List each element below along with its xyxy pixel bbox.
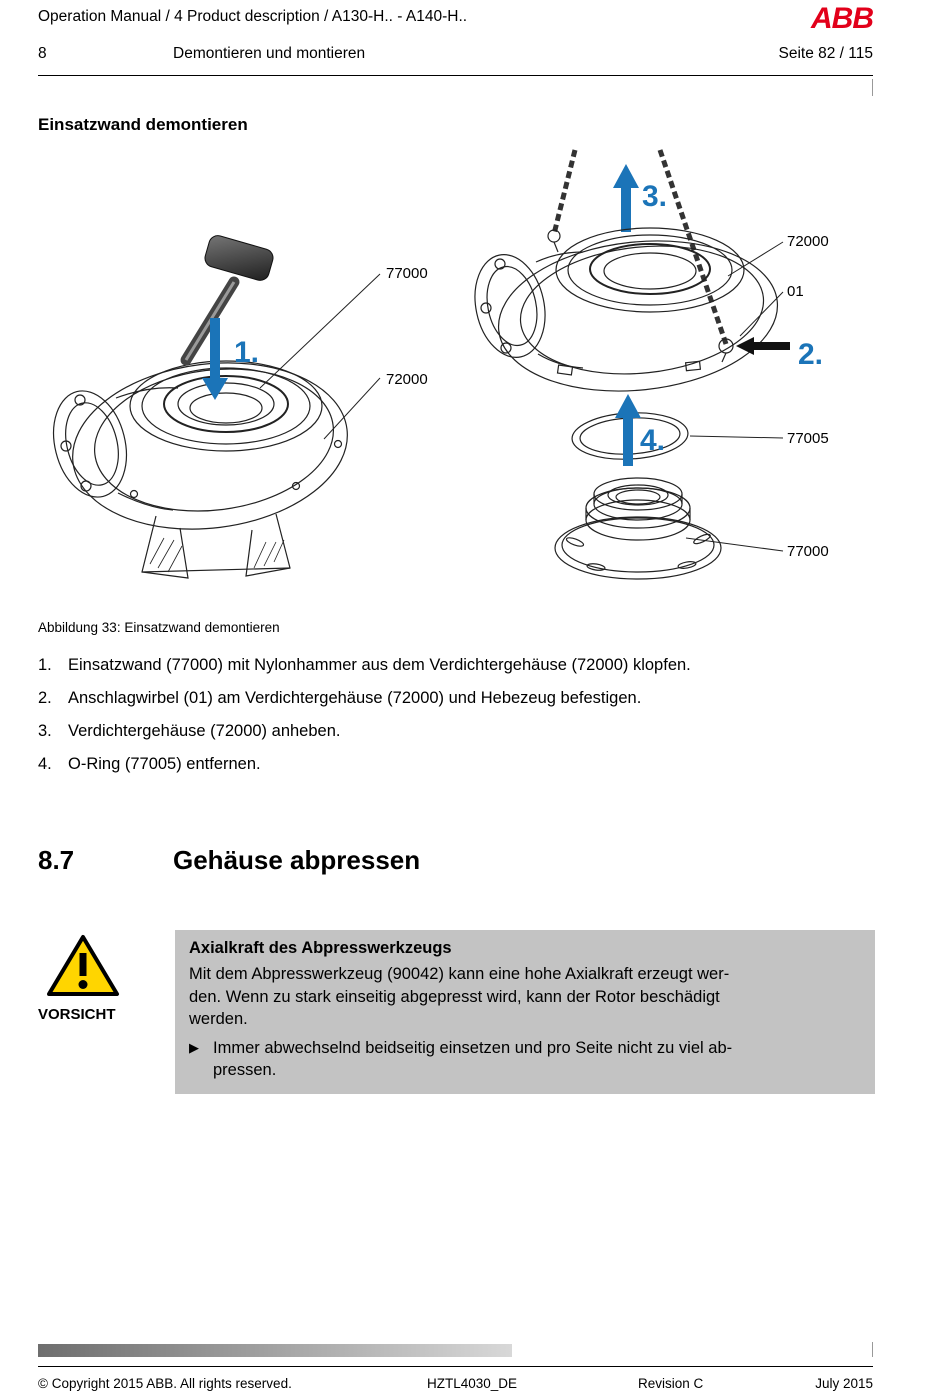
step3-number: 3.	[642, 180, 668, 213]
part-label-77005: 77005	[787, 430, 829, 447]
footer-decoration-bar	[38, 1344, 512, 1357]
step-number: 2.	[38, 689, 52, 707]
part-label-77000-left: 77000	[386, 265, 428, 282]
part-label-77000-right: 77000	[787, 543, 829, 560]
section-heading: Einsatzwand demontieren	[38, 115, 248, 134]
leader-line	[260, 274, 380, 388]
warning-body-line: den. Wenn zu stark einseitig abgepresst wird, kann der Rotor beschädigt	[189, 987, 720, 1006]
warning-bullet-line: Immer abwechselnd beidseitig einsetzen und pro Seite nicht zu viel ab-	[213, 1038, 733, 1057]
insert-wall-drawing	[555, 478, 721, 579]
footer-copyright: © Copyright 2015 ABB. All rights reserved.	[38, 1376, 292, 1391]
breadcrumb: Operation Manual / 4 Product description / A130-H.. - A140-H..	[38, 8, 468, 25]
footer-divider	[38, 1366, 873, 1367]
crop-mark-bottom-right	[872, 1342, 873, 1357]
step-text: Einsatzwand (77000) mit Nylonhammer aus dem Verdichtergehäuse (72000) klopfen.	[68, 656, 691, 674]
step-text: Anschlagwirbel (01) am Verdichtergehäuse (72000) und Hebezeug befestigen.	[68, 689, 642, 707]
part-label-01: 01	[787, 283, 804, 300]
step3-arrow-icon	[613, 164, 639, 232]
nylon-hammer-icon	[186, 234, 275, 360]
compressor-housing-left	[43, 348, 357, 578]
warning-box	[175, 930, 875, 1094]
part-label-72000-right: 72000	[787, 233, 829, 250]
part-label-72000-left: 72000	[386, 371, 428, 388]
step2-number: 2.	[798, 338, 824, 371]
abb-logo: ABB	[811, 2, 873, 35]
procedure-steps	[38, 656, 878, 788]
step-number: 1.	[38, 656, 52, 674]
step4-arrow-icon	[615, 394, 641, 466]
step-item	[38, 755, 878, 788]
step4-number: 4.	[640, 424, 666, 457]
left-assembly-drawing	[43, 234, 428, 578]
step-item	[38, 689, 878, 722]
subsection-title: Gehäuse abpressen	[173, 845, 421, 875]
footer-date: July 2015	[815, 1376, 873, 1391]
leader-line	[728, 242, 783, 276]
warning-body-line: Mit dem Abpresswerkzeug (90042) kann eine hohe Axialkraft erzeugt wer-	[189, 965, 730, 983]
step-number: 3.	[38, 722, 52, 740]
step1-number: 1.	[234, 336, 260, 369]
step-text: Verdichtergehäuse (72000) anheben.	[68, 722, 341, 740]
page-indicator: Seite 82 / 115	[778, 45, 873, 62]
subsection-number: 8.7	[38, 845, 75, 875]
leader-line	[690, 436, 783, 438]
step-item	[38, 656, 878, 689]
warning-title: Axialkraft des Abpresswerkzeugs	[189, 939, 452, 957]
exploded-view-figure	[38, 148, 883, 613]
bullet-arrow-icon: ▶	[189, 1039, 199, 1055]
compressor-housing-right	[466, 228, 785, 404]
warning-bullet-line: pressen.	[213, 1061, 277, 1079]
warning-body-line: werden.	[189, 1010, 248, 1028]
step-number: 4.	[38, 755, 52, 773]
leader-line	[686, 538, 783, 551]
warning-action-item	[189, 1037, 861, 1082]
footer-revision: Revision C	[638, 1376, 704, 1391]
figure-caption: Abbildung 33: Einsatzwand demontieren	[38, 620, 280, 635]
chapter-number: 8	[38, 45, 47, 62]
crop-mark-top-right	[872, 79, 873, 96]
step-item	[38, 722, 878, 755]
header-divider	[38, 75, 873, 76]
warning-triangle-icon	[44, 932, 122, 1000]
right-assembly-drawing	[466, 150, 829, 579]
footer-document-id: HZTL4030_DE	[427, 1376, 518, 1391]
leader-line	[324, 378, 380, 439]
step-text: O-Ring (77005) entfernen.	[68, 755, 261, 773]
warning-signal-word: VORSICHT	[38, 1006, 116, 1023]
chapter-title: Demontieren und montieren	[173, 45, 366, 62]
